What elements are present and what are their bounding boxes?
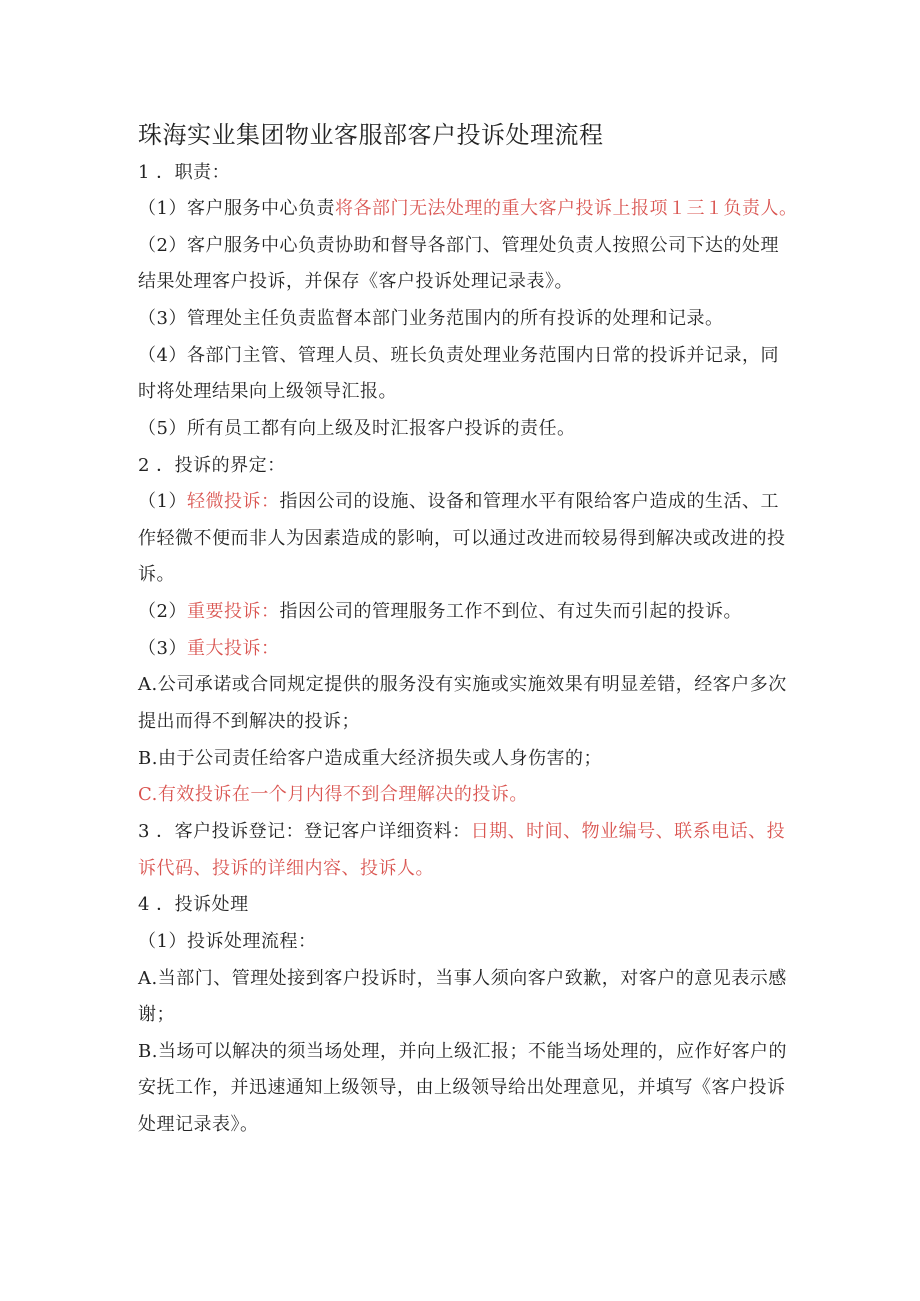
section-1-item-2-line-1: （2）客户服务中心负责协助和督导各部门、管理处负责人按照公司下达的处理 <box>138 235 779 256</box>
section-4-heading: 4 ．投诉处理 <box>138 894 249 915</box>
section-2-important-text: 指因公司的管理服务工作不到位、有过失而引起的投诉。 <box>279 601 742 622</box>
section-4-subheading: （1）投诉处理流程： <box>138 931 317 952</box>
section-1-item-3: （3）管理处主任负责监督本部门业务范围内的所有投诉的处理和记录。 <box>138 308 724 329</box>
section-2-minor-text: 指因公司的设施、设备和管理水平有限给客户造成的生活、工 <box>279 491 779 512</box>
section-2-major-a-line-1: A.公司承诺或合同规定提供的服务没有实施或实施效果有明显差错，经客户多次 <box>138 674 787 695</box>
section-2-minor-line-2: 作轻微不便而非人为因素造成的影响，可以通过改进而较易得到解决或改进的投 <box>138 528 786 549</box>
section-2-important-number: （2） <box>138 601 187 622</box>
section-2-major-label: 重大投诉： <box>186 638 280 659</box>
section-1-item-4-line-1: （4）各部门主管、管理人员、班长负责处理业务范围内日常的投诉并记录，同 <box>138 345 779 366</box>
section-2-important <box>138 601 742 623</box>
document-title: 珠海实业集团物业客服部客户投诉处理流程 <box>138 121 604 149</box>
section-2-major-c: C.有效投诉在一个月内得不到合理解决的投诉。 <box>138 784 528 805</box>
section-2-major-number: （3） <box>138 638 187 659</box>
section-2-minor-number: （1） <box>138 491 187 512</box>
section-2-major <box>138 638 279 660</box>
section-1-item-4-line-2: 时将处理结果向上级领导汇报。 <box>138 381 397 402</box>
section-4-b-line-2: 安抚工作，并迅速通知上级领导，由上级领导给出处理意见，并填写《客户投诉 <box>138 1077 786 1098</box>
section-1-item-1-highlight: 将各部门无法处理的重大客户投诉上报项１三１负责人。 <box>334 198 798 219</box>
section-1-item-5: （5）所有员工都有向上级及时汇报客户投诉的责任。 <box>138 418 576 439</box>
section-2-important-label: 重要投诉： <box>186 601 280 622</box>
section-2-minor-label: 轻微投诉： <box>186 491 280 512</box>
section-3-line-1 <box>138 821 785 843</box>
section-2-major-a-line-2: 提出而得不到解决的投诉； <box>138 711 360 732</box>
section-2-minor-line-3: 诉。 <box>138 564 175 585</box>
section-2-heading: 2 ．投诉的界定： <box>138 455 286 476</box>
section-3-highlight: 日期、时间、物业编号、联系电话、投 <box>470 821 786 842</box>
section-3-text: 3 ．客户投诉登记：登记客户详细资料： <box>138 821 471 842</box>
section-1-item-1 <box>138 198 797 220</box>
section-1-item-2-line-2: 结果处理客户投诉，并保存《客户投诉处理记录表》。 <box>138 271 573 292</box>
section-2-major-b: B.由于公司责任给客户造成重大经济损失或人身伤害的； <box>138 748 602 769</box>
section-4-a-line-2: 谢； <box>138 1004 175 1025</box>
section-3-line-2: 诉代码、投诉的详细内容、投诉人。 <box>138 858 434 879</box>
section-4-b-line-1: B.当场可以解决的须当场处理，并向上级汇报；不能当场处理的，应作好客户的 <box>138 1041 787 1062</box>
section-1-item-1-text: （1）客户服务中心负责 <box>138 198 335 219</box>
section-4-a-line-1: A.当部门、管理处接到客户投诉时，当事人须向客户致歉，对客户的意见表示感 <box>138 968 787 989</box>
section-2-minor-line-1 <box>138 491 779 513</box>
section-1-heading: 1 ．职责： <box>138 162 231 183</box>
section-4-b-line-3: 处理记录表》。 <box>138 1114 259 1135</box>
